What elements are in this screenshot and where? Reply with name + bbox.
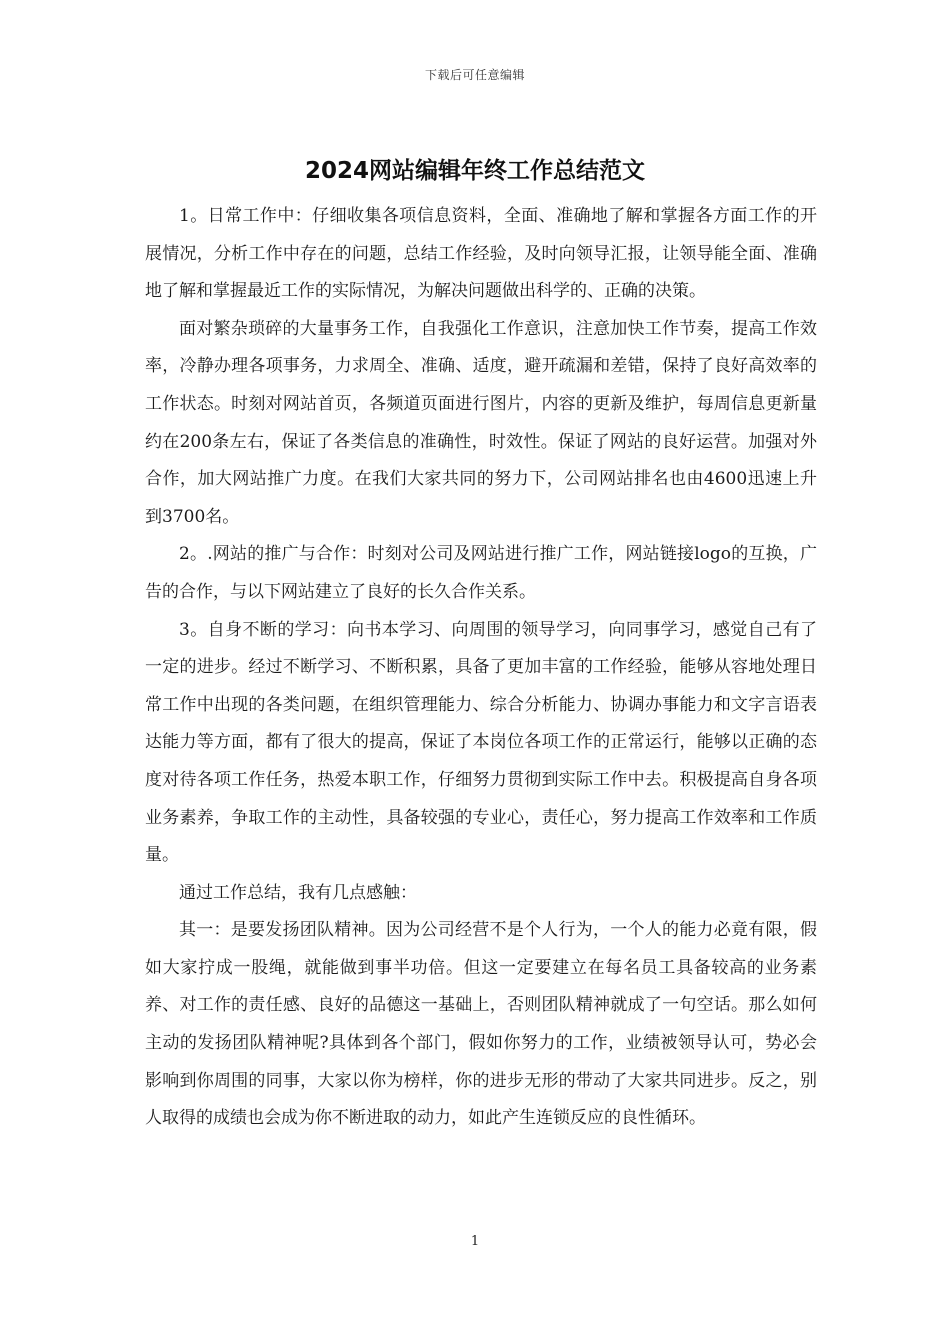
paragraph-team-spirit: 其一：是要发扬团队精神。因为公司经营不是个人行为，一个人的能力必竟有限，假如大家拧成一股绳，就能做到事半功倍。但这一定要建立在每名员工具备较高的业务素养、对工作的责任感、良好的品德这一基础上，否则团队精神就成了一句空话。那么如何主动的发扬团队精神呢?具体到各个部门，假如你努力的工作，业绩被领导认可，势必会影响到你周围的同事，大家以你为榜样，你的进步无形的带动了大家共同进步。反之，别人取得的成绩也会成为你不断进取的动力，如此产生连锁反应的良性循环。 bbox=[145, 920, 817, 1129]
paragraph-promotion: 2。.网站的推广与合作：时刻对公司及网站进行推广工作，网站链接logo的互换，广告的合作，与以下网站建立了良好的长久合作关系。 bbox=[145, 544, 817, 602]
page-header-note: 下载后可任意编辑 bbox=[424, 68, 525, 82]
paragraph-affairs: 面对繁杂琐碎的大量事务工作，自我强化工作意识，注意加快工作节奏，提高工作效率，冷静办理各项事务，力求周全、准确、适度，避开疏漏和差错，保持了良好高效率的工作状态。时刻对网站首页，各频道页面进行图片，内容的更新及维护，每周信息更新量约在200条左右，保证了各类信息的准确性，时效性。保证了网站的良好运营。加强对外合作，加大网站推广力度。在我们大家共同的努力下，公司网站排名也由4600迅速上升到3700名。 bbox=[145, 318, 817, 527]
paragraph-reflection-intro: 通过工作总结，我有几点感触： bbox=[179, 882, 417, 903]
page-number: 1 bbox=[470, 1234, 480, 1249]
document-title: 2024网站编辑年终工作总结范文 bbox=[304, 158, 645, 184]
paragraph-daily-work: 1。日常工作中：仔细收集各项信息资料，全面、准确地了解和掌握各方面工作的开展情况，分析工作中存在的问题，总结工作经验，及时向领导汇报，让领导能全面、准确地了解和掌握最近工作的实际情况，为解决问题做出科学的、正确的决策。 bbox=[145, 206, 817, 302]
paragraph-learning: 3。自身不断的学习：向书本学习、向周围的领导学习，向同事学习，感觉自己有了一定的进步。经过不断学习、不断积累，具备了更加丰富的工作经验，能够从容地处理日常工作中出现的各类问题，在组织管理能力、综合分析能力、协调办事能力和文字言语表达能力等方面，都有了很大的提高，保证了本岗位各项工作的正常运行，能够以正确的态度对待各项工作任务，热爱本职工作，仔细努力贯彻到实际工作中去。积极提高自身各项业务素养，争取工作的主动性，具备较强的专业心，责任心，努力提高工作效率和工作质量。 bbox=[145, 619, 817, 866]
document-body bbox=[145, 198, 817, 1138]
